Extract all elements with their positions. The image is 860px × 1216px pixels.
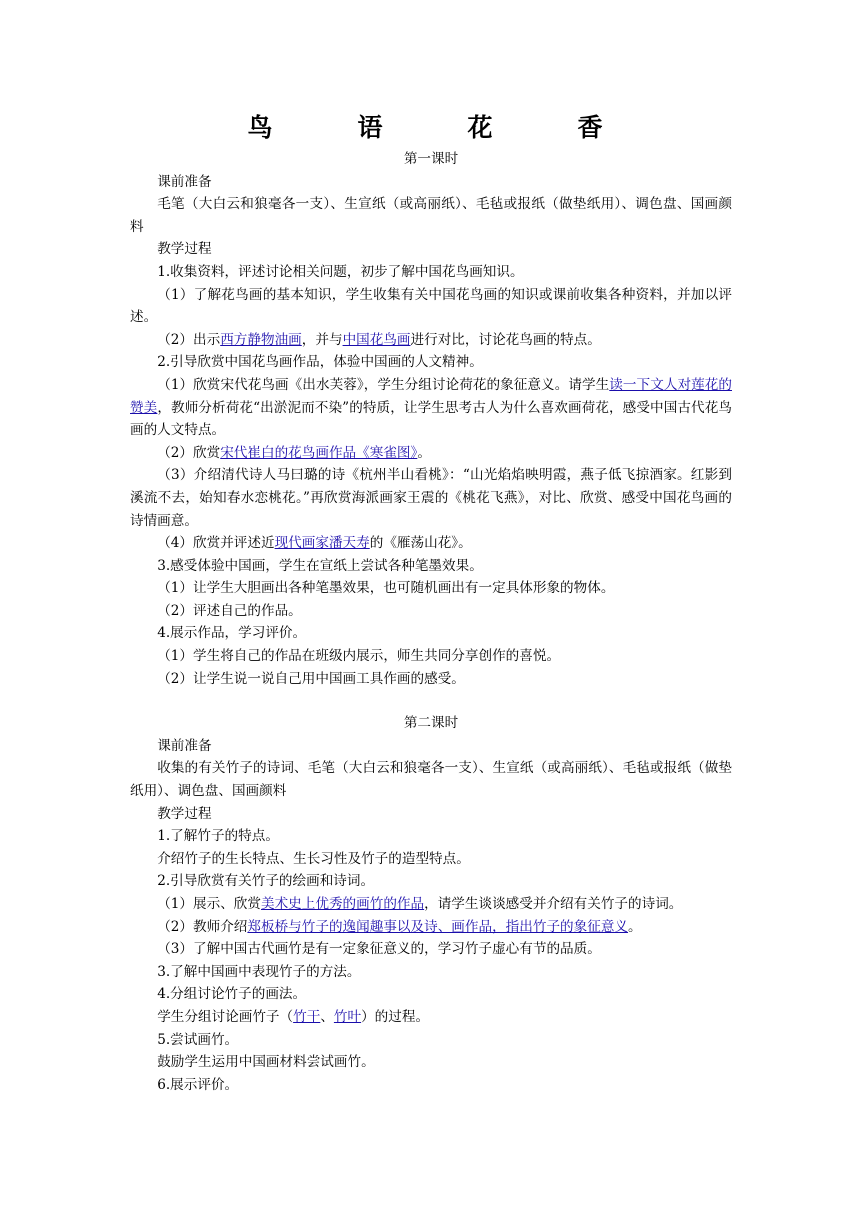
lesson1-heading: 第一课时 xyxy=(403,151,459,167)
text: （2）欣赏 xyxy=(157,444,221,461)
lesson2-heading: 第二课时 xyxy=(403,715,459,732)
lesson2-step5: 5.尝试画竹。 xyxy=(157,1031,239,1048)
text: ）的过程。 xyxy=(361,1008,430,1025)
lesson2-prep-text: 收集的有关竹子的诗词、毛笔（大白云和狼毫各一支）、生宣纸（或高丽纸）、毛毡或报纸（做垫纸用）、调色盘、国画颜料 xyxy=(130,760,732,800)
text: 、 xyxy=(320,1008,334,1025)
lesson1-step4: 4.展示作品，学习评价。 xyxy=(157,625,307,642)
lesson2-step6: 6.展示评价。 xyxy=(157,1076,239,1093)
link-zheng-banqiao[interactable]: 郑板桥与竹子的逸闻趣事以及诗、画作品，指出竹子的象征意义 xyxy=(247,918,629,935)
lesson2-process-label: 教学过程 xyxy=(157,805,212,822)
lesson1-prep-label: 课前准备 xyxy=(157,173,212,190)
link-cui-bai-painting[interactable]: 宋代崔白的花鸟画作品《寒雀图》 xyxy=(220,444,418,461)
text: （4）欣赏并评述近 xyxy=(157,535,275,552)
lesson1-step2-3: （3）介绍清代诗人马曰璐的诗《杭州半山看桃》：“山光焰焰映明霞，燕子低飞掠酒家。红影到溪流不去，始知春水恋桃花。”再欣赏海派画家王震的《桃花飞燕》，对比、欣赏、感受中国花鸟画的诗情画意。 xyxy=(130,467,732,529)
text: 。 xyxy=(628,918,642,935)
text: 进行对比，讨论花鸟画的特点。 xyxy=(410,331,601,348)
lesson1-step1: 1.收集资料，评述讨论相关问题，初步了解中国花鸟画知识。 xyxy=(157,263,524,280)
lesson1-prep-text: 毛笔（大白云和狼毫各一支）、生宣纸（或高丽纸）、毛毡或报纸（做垫纸用）、调色盘、国画颜料 xyxy=(130,196,732,235)
lesson2-step1: 1.了解竹子的特点。 xyxy=(157,828,279,845)
lesson2-step3: 3.了解中国画中表现竹子的方法。 xyxy=(157,963,361,980)
link-pan-tianshou[interactable]: 现代画家潘天寿 xyxy=(274,535,370,552)
lesson2-step4-text xyxy=(130,1006,732,1029)
link-western-still-life[interactable]: 西方静物油画 xyxy=(220,331,302,348)
link-chinese-flower-bird[interactable]: 中国花鸟画 xyxy=(342,331,411,348)
lesson1-step2-4 xyxy=(130,532,732,555)
lesson2-step2-3: （3）了解中国古代画竹是有一定象征意义的，学习竹子虚心有节的品质。 xyxy=(157,941,601,958)
text: 。 xyxy=(417,444,431,461)
page-title: 鸟 语 花 香 xyxy=(247,113,633,142)
lesson1-step3-1: （1）让学生大胆画出各种笔墨效果，也可随机画出有一定具体形象的物体。 xyxy=(157,580,615,597)
lesson2-step1-text: 介绍竹子的生长特点、生长习性及竹子的造型特点。 xyxy=(157,850,470,867)
lesson1-step2-1 xyxy=(130,374,732,442)
lesson1-step3-2: （2）评述自己的作品。 xyxy=(157,602,302,619)
lesson1-step1-2 xyxy=(130,329,732,352)
text: 学生分组讨论画竹子（ xyxy=(157,1008,294,1025)
lesson1-process-label: 教学过程 xyxy=(157,241,212,258)
text: ，教师分析荷花“出淤泥而不染”的特质，让学生思考古人为什么喜欢画荷花，感受中国古代花鸟画的人文特点。 xyxy=(130,399,732,439)
lesson2-step2: 2.引导欣赏有关竹子的绘画和诗词。 xyxy=(157,873,375,890)
lesson2-prep-label: 课前准备 xyxy=(157,737,212,754)
lesson2-step4: 4.分组讨论竹子的画法。 xyxy=(157,986,307,1003)
document-page xyxy=(130,110,732,1096)
lesson1-step4-1: （1）学生将自己的作品在班级内展示，师生共同分享创作的喜悦。 xyxy=(157,648,561,665)
link-lotus-praise[interactable]: 读一下文人对莲花的赞美 xyxy=(130,376,732,416)
lesson2-step2-1 xyxy=(130,893,732,916)
lesson2-step5-text: 鼓励学生运用中国画材料尝试画竹。 xyxy=(157,1054,375,1071)
lesson1-step3: 3.感受体验中国画，学生在宣纸上尝试各种笔墨效果。 xyxy=(157,557,483,574)
text: 的《雁荡山花》。 xyxy=(369,535,472,552)
link-bamboo-stem[interactable]: 竹干 xyxy=(293,1008,321,1025)
lesson1-step1-1: （1）了解花鸟画的基本知识，学生收集有关中国花鸟画的知识或课前收集各种资料，并加以评述。 xyxy=(130,286,732,326)
link-bamboo-leaf[interactable]: 竹叶 xyxy=(333,1008,362,1025)
text: ，请学生谈谈感受并介绍有关竹子的诗词。 xyxy=(424,896,683,912)
text: （1）展示、欣赏 xyxy=(157,896,261,912)
link-bamboo-masterpieces[interactable]: 美术史上优秀的画竹的作品 xyxy=(261,896,425,912)
lesson2-step2-2 xyxy=(130,916,732,939)
text: （1）欣赏宋代花鸟画《出水芙蓉》，学生分组讨论荷花的象征意义。请学生 xyxy=(157,376,610,393)
text: （2）出示 xyxy=(157,331,221,348)
lesson1-step2: 2.引导欣赏中国花鸟画作品，体验中国画的人文精神。 xyxy=(157,354,483,371)
lesson1-step2-2 xyxy=(130,442,732,465)
text: （2）教师介绍 xyxy=(157,918,248,935)
lesson1-step4-2: （2）让学生说一说自己用中国画工具作画的感受。 xyxy=(157,670,465,687)
text: ，并与 xyxy=(301,331,343,348)
